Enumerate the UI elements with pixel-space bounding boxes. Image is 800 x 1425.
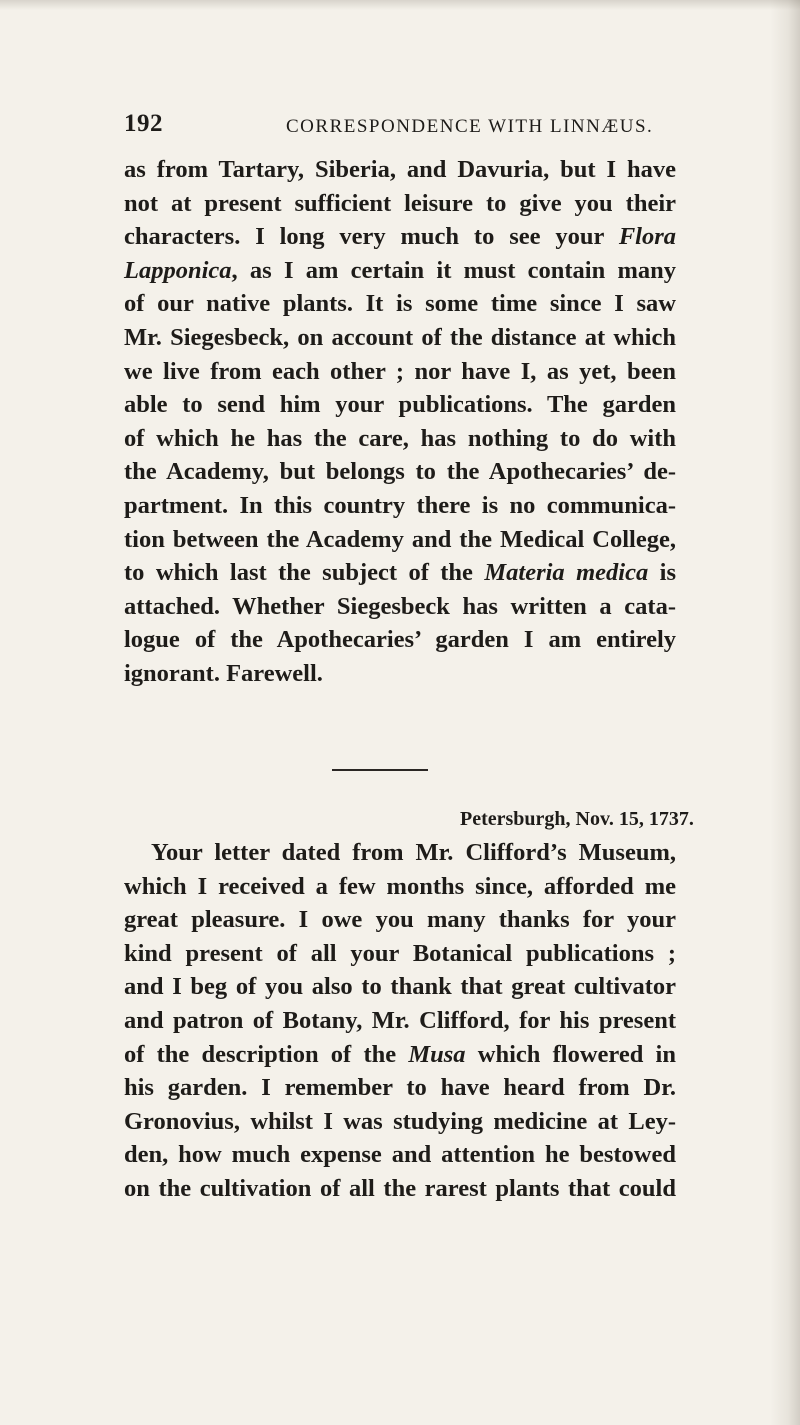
page-shadow-right xyxy=(770,0,800,1425)
text-line: of the description of the Musa which flowered in xyxy=(124,1040,676,1068)
page-number: 192 xyxy=(124,110,163,137)
text-line: which I received a few months since, afforded me xyxy=(124,872,676,900)
text-line: the Academy, but belongs to the Apothecaries’ de- xyxy=(124,458,676,486)
text-line: den, how much expense and attention he bestowed xyxy=(124,1141,676,1169)
running-head: CORRESPONDENCE WITH LINNÆUS. xyxy=(286,116,654,137)
paragraph-2 xyxy=(124,836,676,1206)
text-line: and patron of Botany, Mr. Clifford, for his present xyxy=(124,1006,676,1034)
page-header xyxy=(124,104,676,144)
text-line: and I beg of you also to thank that great cultivator xyxy=(124,973,676,1001)
text-line: to which last the subject of the Materia medica is xyxy=(124,559,677,587)
text-line: his garden. I remember to have heard from Dr. xyxy=(124,1074,676,1102)
text-line: kind present of all your Botanical publications ; xyxy=(124,939,676,967)
italic-title: Musa xyxy=(408,1040,466,1068)
text-line: Mr. Siegesbeck, on account of the distance at which xyxy=(124,323,676,351)
italic-title: Materia medica xyxy=(484,559,649,587)
text-line: attached. Whether Siegesbeck has written a cata- xyxy=(124,592,676,620)
page-shadow-top xyxy=(0,0,800,10)
text-line: ignorant. Farewell. xyxy=(124,659,323,687)
text-line: of which he has the care, has nothing to do with xyxy=(124,424,676,452)
text-line: Lapponica, as I am certain it must contain many xyxy=(124,256,676,284)
text-line: great pleasure. I owe you many thanks for your xyxy=(124,906,676,934)
italic-title: Lapponica xyxy=(124,256,232,284)
text-line: tion between the Academy and the Medical College, xyxy=(124,525,676,553)
text-line: Your letter dated from Mr. Clifford’s Museum, xyxy=(151,839,676,866)
text-line: Gronovius, whilst I was studying medicine at Ley- xyxy=(124,1107,676,1135)
section-divider xyxy=(332,769,428,771)
italic-title: Flora xyxy=(618,223,676,251)
text-line: we live from each other ; nor have I, as yet, been xyxy=(124,357,676,385)
paragraph-1 xyxy=(124,153,676,691)
text-line: logue of the Apothecaries’ garden I am entirely xyxy=(124,626,676,654)
text-line: on the cultivation of all the rarest plants that could xyxy=(124,1174,676,1202)
letter-dateline: Petersburgh, Nov. 15, 1737. xyxy=(460,808,694,830)
text-line: of our native plants. It is some time since I saw xyxy=(124,290,676,318)
text-line: able to send him your publications. The garden xyxy=(124,391,676,419)
text-line: characters. I long very much to see your Flora xyxy=(124,223,676,251)
text-line: partment. In this country there is no communica- xyxy=(124,491,676,519)
text-line: as from Tartary, Siberia, and Davuria, but I have xyxy=(124,156,676,183)
text-line: not at present sufficient leisure to give you their xyxy=(124,189,676,217)
